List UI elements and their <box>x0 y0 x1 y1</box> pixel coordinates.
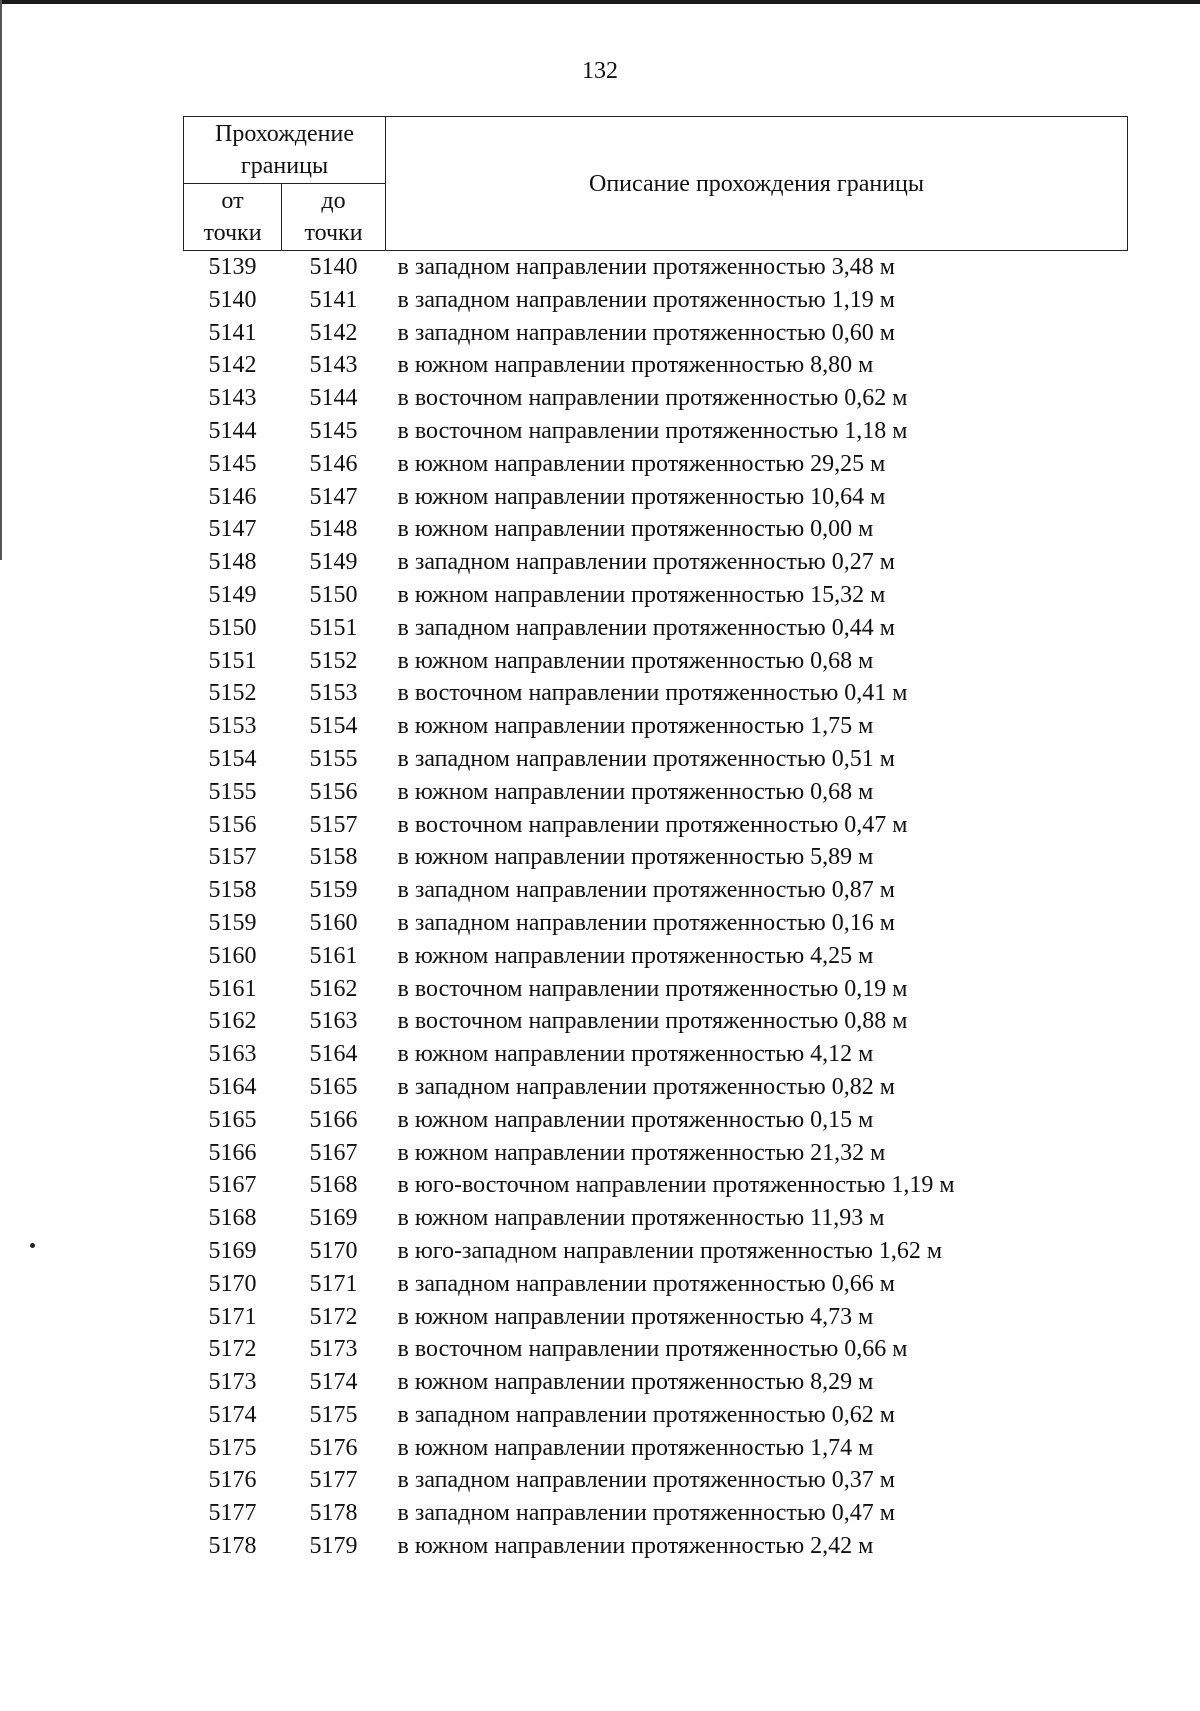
row-to-point: 5157 <box>309 811 358 838</box>
row-to-point: 5155 <box>309 745 358 772</box>
table-row <box>184 513 1128 546</box>
row-description: в западном направлении протяженностью 0,82 м <box>397 1073 895 1100</box>
table-row <box>184 1333 1128 1366</box>
row-description: в западном направлении протяженностью 1,19 м <box>397 286 895 313</box>
row-description: в западном направлении протяженностью 0,27 м <box>397 549 895 576</box>
row-to-point: 5166 <box>309 1106 358 1133</box>
table-row <box>184 677 1128 710</box>
row-from-point: 5156 <box>208 811 257 838</box>
table-row <box>184 907 1128 940</box>
table-row <box>184 1268 1128 1301</box>
row-from-point: 5150 <box>208 614 257 641</box>
row-from-point: 5140 <box>208 286 257 313</box>
row-description: в западном направлении протяженностью 0,66 м <box>397 1270 895 1297</box>
row-to-point: 5172 <box>309 1303 358 1330</box>
row-to-point: 5169 <box>309 1205 358 1232</box>
row-from-point: 5165 <box>208 1106 257 1133</box>
row-to-point: 5147 <box>309 483 358 510</box>
table-row <box>184 1235 1128 1268</box>
row-from-point: 5168 <box>208 1205 257 1232</box>
row-description: в восточном направлении протяженностью 0,41 м <box>397 680 908 707</box>
row-to-point: 5173 <box>309 1336 358 1363</box>
table-row <box>184 645 1128 678</box>
row-from-point: 5141 <box>208 319 257 346</box>
table-row <box>184 546 1128 579</box>
row-description: в южном направлении протяженностью 11,93 м <box>397 1205 885 1232</box>
row-to-point: 5171 <box>309 1270 358 1297</box>
row-to-point: 5174 <box>309 1369 358 1396</box>
row-to-point: 5141 <box>309 286 358 313</box>
row-description: в южном направлении протяженностью 5,89 м <box>397 844 874 871</box>
row-from-point: 5166 <box>208 1139 257 1166</box>
header-to-label: до точки <box>282 184 386 251</box>
row-description: в западном направлении протяженностью 3,48 м <box>397 254 895 280</box>
row-description: в южном направлении протяженностью 4,73 м <box>397 1303 874 1330</box>
table-row <box>184 1497 1128 1530</box>
row-to-point: 5151 <box>309 614 358 641</box>
row-from-point: 5167 <box>208 1172 257 1199</box>
table-row <box>184 251 1128 284</box>
row-description: в южном направлении протяженностью 21,32 м <box>397 1139 886 1166</box>
row-description: в юго-восточном направлении протяженностью 1,19 м <box>397 1172 955 1199</box>
row-to-point: 5158 <box>309 844 358 871</box>
row-to-point: 5144 <box>309 385 358 412</box>
table-row <box>184 973 1128 1006</box>
row-from-point: 5149 <box>208 581 257 608</box>
row-from-point: 5162 <box>208 1008 257 1035</box>
row-from-point: 5170 <box>208 1270 257 1297</box>
row-description: в восточном направлении протяженностью 1,18 м <box>397 417 908 444</box>
row-to-point: 5170 <box>309 1237 358 1264</box>
row-from-point: 5153 <box>208 713 257 740</box>
table-row <box>184 1202 1128 1235</box>
row-to-point: 5160 <box>309 909 358 936</box>
row-to-point: 5146 <box>309 450 358 477</box>
row-description: в южном направлении протяженностью 2,42 м <box>397 1533 874 1560</box>
table-row <box>184 874 1128 907</box>
table-row <box>184 1464 1128 1497</box>
page-number: 132 <box>582 58 618 84</box>
row-description: в южном направлении протяженностью 8,29 м <box>397 1369 874 1396</box>
row-to-point: 5163 <box>309 1008 358 1035</box>
boundary-table <box>183 116 1128 1563</box>
table-row <box>184 1038 1128 1071</box>
row-from-point: 5160 <box>208 942 257 969</box>
row-from-point: 5161 <box>208 975 257 1002</box>
table-row <box>184 1366 1128 1399</box>
table-row <box>184 1530 1128 1563</box>
table-row <box>184 841 1128 874</box>
row-to-point: 5140 <box>309 254 358 280</box>
row-from-point: 5148 <box>208 549 257 576</box>
row-from-point: 5175 <box>208 1434 257 1461</box>
table-row <box>184 612 1128 645</box>
table-row <box>184 1301 1128 1334</box>
table-row <box>184 743 1128 776</box>
row-to-point: 5143 <box>309 352 358 379</box>
row-from-point: 5146 <box>208 483 257 510</box>
header-description-label: Описание прохождения границы <box>386 117 1128 251</box>
row-description: в южном направлении протяженностью 15,32 м <box>397 581 886 608</box>
row-from-point: 5163 <box>208 1041 257 1068</box>
row-from-point: 5171 <box>208 1303 257 1330</box>
row-to-point: 5156 <box>309 778 358 805</box>
row-to-point: 5179 <box>309 1533 358 1560</box>
table-row <box>184 415 1128 448</box>
row-from-point: 5177 <box>208 1500 257 1527</box>
row-description: в западном направлении протяженностью 0,37 м <box>397 1467 895 1494</box>
row-from-point: 5152 <box>208 680 257 707</box>
row-description: в юго-западном направлении протяженностью 1,62 м <box>397 1237 943 1264</box>
row-description: в южном направлении протяженностью 0,68 м <box>397 647 874 674</box>
row-description: в западном направлении протяженностью 0,62 м <box>397 1401 895 1428</box>
row-description: в южном направлении протяженностью 1,75 м <box>397 713 874 740</box>
row-to-point: 5159 <box>309 877 358 904</box>
table-row <box>184 1005 1128 1038</box>
row-from-point: 5151 <box>208 647 257 674</box>
row-description: в восточном направлении протяженностью 0,88 м <box>397 1008 908 1035</box>
row-description: в южном направлении протяженностью 0,68 м <box>397 778 874 805</box>
table-row <box>184 776 1128 809</box>
row-from-point: 5173 <box>208 1369 257 1396</box>
row-description: в южном направлении протяженностью 1,74 м <box>397 1434 874 1461</box>
row-description: в южном направлении протяженностью 10,64 м <box>397 483 886 510</box>
row-to-point: 5142 <box>309 319 358 346</box>
table-row <box>184 481 1128 514</box>
row-description: в южном направлении протяженностью 0,15 м <box>397 1106 874 1133</box>
row-to-point: 5162 <box>309 975 358 1002</box>
table-row <box>184 349 1128 382</box>
row-from-point: 5157 <box>208 844 257 871</box>
row-from-point: 5158 <box>208 877 257 904</box>
row-description: в западном направлении протяженностью 0,16 м <box>397 909 895 936</box>
table-row <box>184 1071 1128 1104</box>
table-header <box>184 117 1128 251</box>
row-from-point: 5159 <box>208 909 257 936</box>
row-from-point: 5174 <box>208 1401 257 1428</box>
row-to-point: 5153 <box>309 680 358 707</box>
row-to-point: 5149 <box>309 549 358 576</box>
row-description: в западном направлении протяженностью 0,47 м <box>397 1500 895 1527</box>
header-group-label: Прохождение границы <box>184 117 386 184</box>
row-description: в западном направлении протяженностью 0,87 м <box>397 877 895 904</box>
row-to-point: 5164 <box>309 1041 358 1068</box>
header-from-label: от точки <box>184 184 282 251</box>
row-description: в южном направлении протяженностью 8,80 м <box>397 352 874 379</box>
row-to-point: 5154 <box>309 713 358 740</box>
row-to-point: 5145 <box>309 417 358 444</box>
table-row <box>184 382 1128 415</box>
row-description: в восточном направлении протяженностью 0,62 м <box>397 385 908 412</box>
row-to-point: 5167 <box>309 1139 358 1166</box>
row-description: в западном направлении протяженностью 0,51 м <box>397 745 895 772</box>
table-row <box>184 1137 1128 1170</box>
table-row <box>184 940 1128 973</box>
table-row <box>184 579 1128 612</box>
row-description: в южном направлении протяженностью 4,25 м <box>397 942 874 969</box>
row-description: в западном направлении протяженностью 0,60 м <box>397 319 895 346</box>
scan-top-border <box>0 0 1200 4</box>
row-to-point: 5150 <box>309 581 358 608</box>
row-from-point: 5147 <box>208 516 257 543</box>
table-row <box>184 1169 1128 1202</box>
row-to-point: 5152 <box>309 647 358 674</box>
row-to-point: 5176 <box>309 1434 358 1461</box>
table-body <box>184 251 1128 1563</box>
row-from-point: 5172 <box>208 1336 257 1363</box>
row-to-point: 5175 <box>309 1401 358 1428</box>
row-from-point: 5155 <box>208 778 257 805</box>
row-to-point: 5168 <box>309 1172 358 1199</box>
row-to-point: 5165 <box>309 1073 358 1100</box>
table-row <box>184 1104 1128 1137</box>
table-row <box>184 1399 1128 1432</box>
table-row <box>184 1432 1128 1465</box>
row-description: в южном направлении протяженностью 29,25 м <box>397 450 886 477</box>
row-from-point: 5164 <box>208 1073 257 1100</box>
table-row <box>184 710 1128 743</box>
row-from-point: 5169 <box>208 1237 257 1264</box>
table-row <box>184 809 1128 842</box>
row-from-point: 5143 <box>208 385 257 412</box>
row-from-point: 5154 <box>208 745 257 772</box>
row-from-point: 5176 <box>208 1467 257 1494</box>
row-description: в восточном направлении протяженностью 0,47 м <box>397 811 908 838</box>
table-row <box>184 317 1128 350</box>
row-from-point: 5144 <box>208 417 257 444</box>
row-to-point: 5178 <box>309 1500 358 1527</box>
scan-speck <box>30 1243 35 1248</box>
row-description: в западном направлении протяженностью 0,44 м <box>397 614 895 641</box>
row-from-point: 5145 <box>208 450 257 477</box>
row-from-point: 5139 <box>208 254 257 280</box>
row-from-point: 5142 <box>208 352 257 379</box>
table-row <box>184 284 1128 317</box>
row-description: в восточном направлении протяженностью 0,66 м <box>397 1336 908 1363</box>
row-from-point: 5178 <box>208 1533 257 1560</box>
row-description: в южном направлении протяженностью 0,00 м <box>397 516 874 543</box>
row-description: в южном направлении протяженностью 4,12 м <box>397 1041 874 1068</box>
row-to-point: 5148 <box>309 516 358 543</box>
row-to-point: 5161 <box>309 942 358 969</box>
row-to-point: 5177 <box>309 1467 358 1494</box>
row-description: в восточном направлении протяженностью 0,19 м <box>397 975 908 1002</box>
table-row <box>184 448 1128 481</box>
